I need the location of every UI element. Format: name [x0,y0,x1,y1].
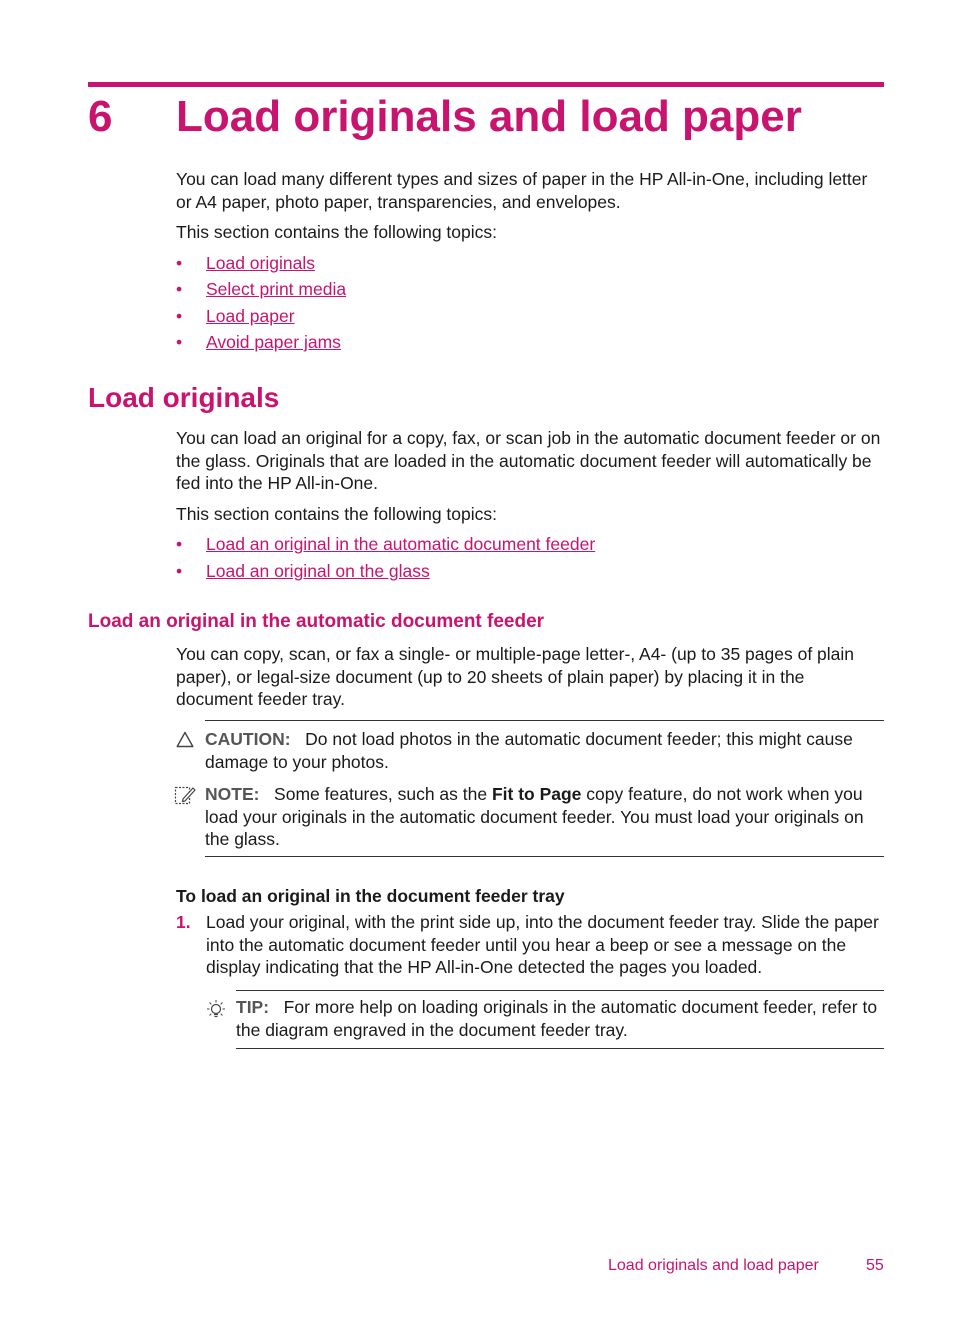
caution-notice [205,728,885,773]
chapter-top-rule [88,82,884,87]
bullet: • [176,253,183,273]
note-text-before: Some features, such as the [274,784,488,804]
subsection-title: Load an original in the automatic document feeder [88,611,545,632]
link-load-originals[interactable]: Load originals [206,253,315,273]
section-body: You can load an original for a copy, fax, or scan job in the automatic document feeder or on the glass. Originals that are loaded in the automatic document feeder will automatically be fed into the HP All-in-One. [176,428,881,493]
notice-top-rule [205,720,884,721]
caution-label: CAUTION: [205,729,291,749]
bullet: • [176,561,183,581]
caution-text: Do not load photos in the automatic document feeder; this might cause damage to your photos. [205,729,853,772]
step-text: Load your original, with the print side up, into the document feeder tray. Slide the paper into the automatic document feeder until you hear a beep or see a message on the display indicating that the HP All-in-One detected the pages you loaded. [206,912,879,977]
notice-bottom-rule [205,856,884,857]
link-load-paper[interactable]: Load paper [206,306,295,326]
chapter-intro: You can load many different types and sizes of paper in the HP All-in-One, including letter or A4 paper, photo paper, transparencies, and envelopes. [176,169,868,212]
tip-label: TIP: [236,997,270,1017]
tip-notice [236,996,886,1041]
lightbulb-icon [205,999,227,1021]
bullet: • [176,332,183,352]
subsection-body: You can copy, scan, or fax a single- or multiple-page letter-, A4- (up to 35 pages of plain paper), or legal-size document (up to 20 sheets of plain paper) by placing it in the document feeder tray. [176,644,855,709]
section-topics-intro: This section contains the following topics: [176,504,497,524]
step-number: 1. [176,912,191,932]
note-text-after: copy feature, do not work when you load your originals in the automatic document feeder. You must load your originals on the glass. [205,784,864,849]
bullet: • [176,306,183,326]
link-avoid-paper-jams[interactable]: Avoid paper jams [206,332,341,352]
note-bold-term: Fit to Page [491,784,582,804]
footer-page-number: 55 [866,1257,884,1274]
link-load-original-glass[interactable]: Load an original on the glass [206,561,430,581]
link-load-original-adf[interactable]: Load an original in the automatic document feeder [206,534,596,554]
link-select-print-media[interactable]: Select print media [206,279,347,299]
bullet: • [176,534,183,554]
tip-bottom-rule [236,1048,884,1049]
note-label: NOTE: [205,784,260,804]
caution-triangle-icon [176,731,194,748]
note-pencil-icon [174,784,196,806]
chapter-number: 6 [88,92,113,141]
tip-top-rule [236,990,884,991]
section-title: Load originals [88,382,280,413]
chapter-topics-intro: This section contains the following topics: [176,222,497,242]
procedure-title: To load an original in the document feeder tray [176,886,565,906]
footer-chapter-label: Load originals and load paper [608,1257,819,1274]
chapter-title: Load originals and load paper [176,92,802,141]
tip-text: For more help on loading originals in the automatic document feeder, refer to the diagram engraved in the document feeder tray. [236,997,878,1040]
bullet: • [176,279,183,299]
note-notice [205,783,885,851]
